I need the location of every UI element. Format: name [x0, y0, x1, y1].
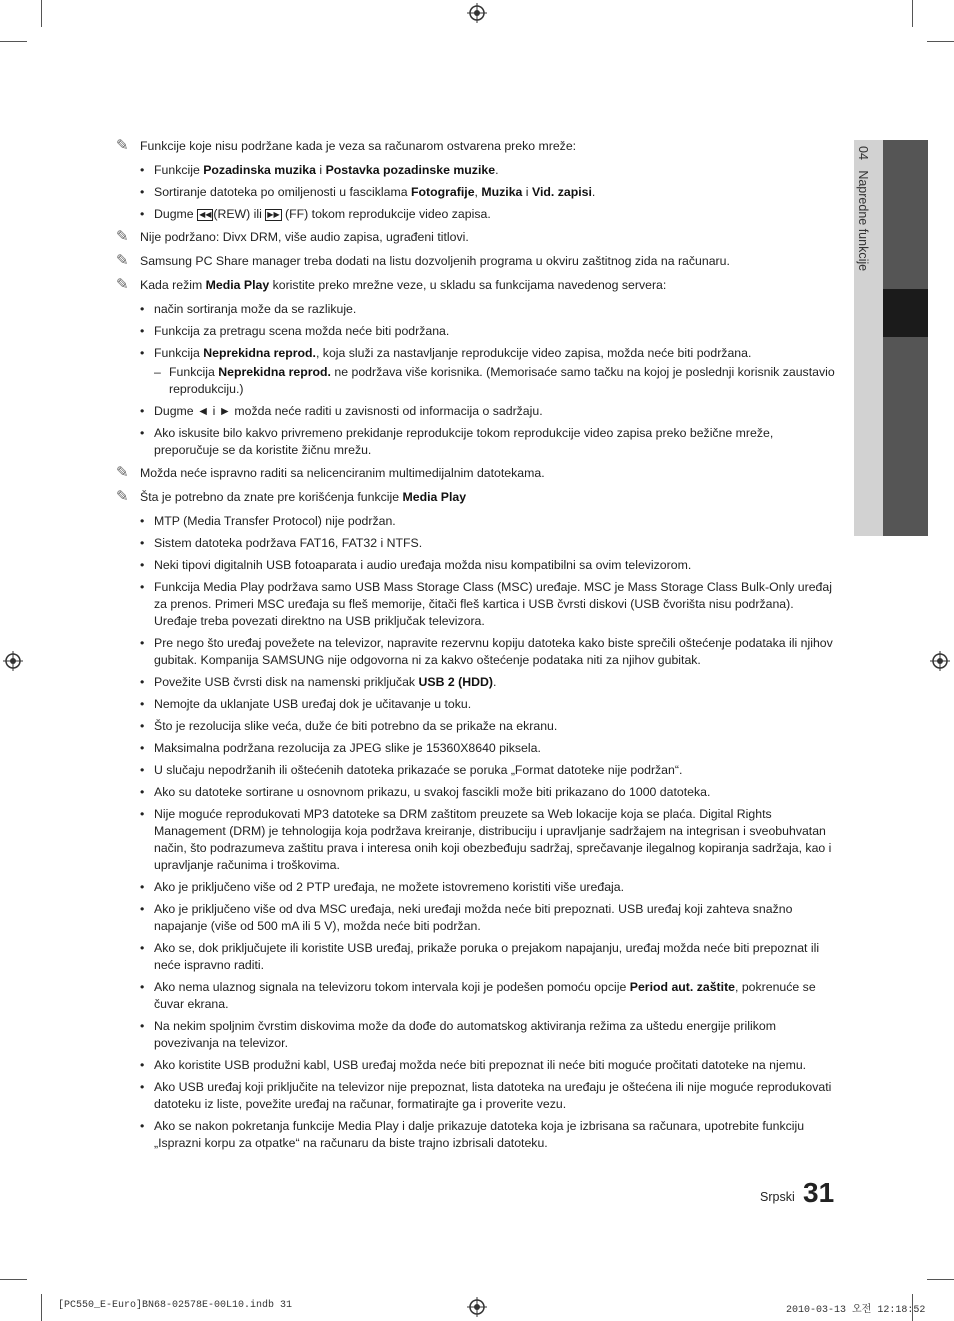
chapter-number: 04	[856, 146, 870, 160]
footer-language: Srpski	[760, 1190, 795, 1204]
page-content	[116, 138, 838, 1158]
registration-mark-icon	[467, 3, 487, 23]
list-item: • Ako se nakon pokretanja funkcije Media Play i dalje prikazuje datoteka koja je izbrisana sa računara, upotrebite funkciju „Isprazni korpu za otpatke“ na računaru da biste trajno izbrisali datoteku.	[116, 1118, 838, 1152]
list-item: • MTP (Media Transfer Protocol) nije podržan.	[116, 513, 838, 530]
list-item: • Povežite USB čvrsti disk na namenski priključak USB 2 (HDD).	[116, 674, 838, 691]
list-item: • Pre nego što uređaj povežete na televizor, napravite rezervnu kopiju datoteka kako biste sprečili oštećenje podataka ili njihov gubitak. Kompanija SAMSUNG nije odgovorna ni za kakvo oštećenje podataka niti za njihov gubitak.	[116, 635, 838, 669]
crop-mark	[0, 41, 27, 42]
note: ✎ Možda neće ispravno raditi sa nelicenciranim multimedijalnim datotekama.	[116, 464, 545, 481]
note: ✎ Samsung PC Share manager treba dodati na listu dozvoljenih programa u okviru zaštitnog zida na računaru.	[116, 252, 730, 269]
pencil-note-icon: ✎	[116, 488, 129, 505]
note: ✎ Kada režim Media Play koristite preko mrežne veze, u skladu sa funkcijama navedenog servera:	[116, 276, 667, 293]
bullet-list	[116, 162, 838, 223]
list-item: • Ako su datoteke sortirane u osnovnom prikazu, u svakoj fascikli može biti prikazano do 1000 datoteka.	[116, 784, 838, 801]
print-slug-file: [PC550_E-Euro]BN68-02578E-00L10.indb 31	[58, 1300, 293, 1311]
pencil-note-icon: ✎	[116, 228, 129, 245]
list-item: • Ako je priključeno više od dva MSC uređaja, neki uređaji možda neće biti prepoznati. USB uređaj koji zahteva snažno napajanje (više od 500 mA ili 5 V), možda neće biti podržan.	[116, 901, 838, 935]
list-item: • Dugme ◀◀ (REW) ili ▶▶ (FF) tokom reprodukcije video zapisa.	[116, 206, 838, 223]
page-number: 31	[803, 1177, 835, 1208]
list-item: • način sortiranja može da se razlikuje.	[116, 301, 838, 318]
list-item: • Ako se, dok priključujete ili koristite USB uređaj, prikaže poruka o prejakom napajanju, uređaj možda neće biti prepoznat ili neće ispravno raditi.	[116, 940, 838, 974]
chapter-tab-dark	[883, 140, 928, 536]
bullet-list	[116, 513, 838, 1152]
crop-mark	[927, 41, 954, 42]
list-item: • Funkcije Pozadinska muzika i Postavka pozadinske muzike.	[116, 162, 838, 179]
pencil-note-icon: ✎	[116, 252, 129, 269]
bullet-list	[116, 301, 838, 459]
list-item: • Funkcija Media Play podržava samo USB Mass Storage Class (MSC) uređaje. MSC je Mass Storage Class Bulk-Only uređaj za prenos. Primeri MSC uređaja su fleš memorije, čitači fleš kartica i USB čvrsti diskovi (USB čvorišta nisu podržana). Uređaje treba povezati direktno na USB priključak televizora.	[116, 579, 838, 630]
list-item: • Na nekim spoljnim čvrstim diskovima može da dođe do automatskog aktiviranja režima za uštedu energije prilikom povezivanja na televizor.	[116, 1018, 838, 1052]
crop-mark	[927, 1279, 954, 1280]
sub-item: – Funkcija Neprekidna reprod. ne podržava više korisnika. (Memorisaće samo tačku na kojoj je poslednji korisnik zaustavio reprodukciju.)	[154, 364, 838, 398]
crop-mark	[912, 0, 913, 27]
list-item: • Dugme ◄ i ► možda neće raditi u zavisnosti od informacija o sadržaju.	[116, 403, 838, 420]
list-item: • Neki tipovi digitalnih USB fotoaparata i audio uređaja možda nisu kompatibilni sa ovim televizorom.	[116, 557, 838, 574]
crop-mark	[41, 0, 42, 27]
list-item: • Nije moguće reprodukovati MP3 datoteke sa DRM zaštitom preuzete sa Web lokacije koja se plaća. Digital Rights Management (DRM) je tehnologija koja podržava kreiranje, distribuciju i upravljanje sadržajem na integrisan i sveobuhvatan način, što podrazumeva zaštitu prava i interesa onih koji obezbeđuju sadržaj, sprečavanje ilegalnog kopiranja sadržaja, kao i upravljanje računima i troškovima.	[116, 806, 838, 874]
list-item: • Sistem datoteka podržava FAT16, FAT32 i NTFS.	[116, 535, 838, 552]
registration-mark-icon	[467, 1297, 487, 1317]
list-item: • Maksimalna podržana rezolucija za JPEG slike je 15360X8640 piksela.	[116, 740, 838, 757]
list-item: • Što je rezolucija slike veća, duže će biti potrebno da se prikaže na ekranu.	[116, 718, 838, 735]
list-item: • Nemojte da uklanjate USB uređaj dok je učitavanje u toku.	[116, 696, 838, 713]
chapter-tab-label	[856, 146, 870, 406]
list-item: • Ako nema ulaznog signala na televizoru tokom intervala koji je podešen pomoću opcije Period aut. zaštite, pokrenuće se čuvar ekrana.	[116, 979, 838, 1013]
note: ✎ Nije podržano: Divx DRM, više audio zapisa, ugrađeni titlovi.	[116, 228, 469, 245]
note: ✎ Funkcije koje nisu podržane kada je veza sa računarom ostvarena preko mreže:	[116, 137, 577, 154]
list-item: • Ako je priključeno više od 2 PTP uređaja, ne možete istovremeno koristiti više uređaja.	[116, 879, 838, 896]
pencil-note-icon: ✎	[116, 276, 129, 293]
chapter-tab-marker	[883, 289, 928, 337]
pencil-note-icon: ✎	[116, 137, 129, 154]
list-item: • Sortiranje datoteka po omiljenosti u fasciklama Fotografije, Muzika i Vid. zapisi.	[116, 184, 838, 201]
list-item: • Ako iskusite bilo kakvo privremeno prekidanje reprodukcije tokom reprodukcije video zapisa preko bežične mreže, preporučuje se da koristite žičnu mrežu.	[116, 425, 838, 459]
print-slug-timestamp: 2010-03-13 오전 12:18:52	[786, 1305, 926, 1316]
list-item: • U slučaju nepodržanih ili oštećenih datoteka prikazaće se poruka „Format datoteke nije podržan“.	[116, 762, 838, 779]
pencil-note-icon: ✎	[116, 464, 129, 481]
chapter-title: Napredne funkcije	[856, 170, 870, 272]
crop-mark	[0, 1279, 27, 1280]
list-item: • Funkcija za pretragu scena možda neće biti podržana.	[116, 323, 838, 340]
list-item: • Ako koristite USB produžni kabl, USB uređaj možda neće biti prepoznat ili neće biti moguće pročitati datoteke na njemu.	[116, 1057, 838, 1074]
registration-mark-icon	[3, 651, 23, 671]
list-item: • Funkcija Neprekidna reprod., koja služi za nastavljanje reprodukcije video zapisa, možda neće biti podržana. – Funkcija Neprekidna reprod. ne podržava više korisnika. (Memorisaće samo tačku na kojoj je poslednji korisnik zaustavio reprodukciju.)	[116, 345, 838, 398]
registration-mark-icon	[930, 651, 950, 671]
fast-forward-icon: ▶▶	[267, 210, 280, 219]
crop-mark	[41, 1294, 42, 1321]
note: ✎ Šta je potrebno da znate pre korišćenja funkcije Media Play	[116, 488, 467, 505]
rewind-icon: ◀◀	[199, 210, 212, 219]
list-item: • Ako USB uređaj koji priključite na televizor nije prepoznat, lista datoteka na uređaju je oštećena ili nije moguće reprodukovati datoteku iz liste, povežite uređaj na računar, formatirajte ga i proverite vezu.	[116, 1079, 838, 1113]
